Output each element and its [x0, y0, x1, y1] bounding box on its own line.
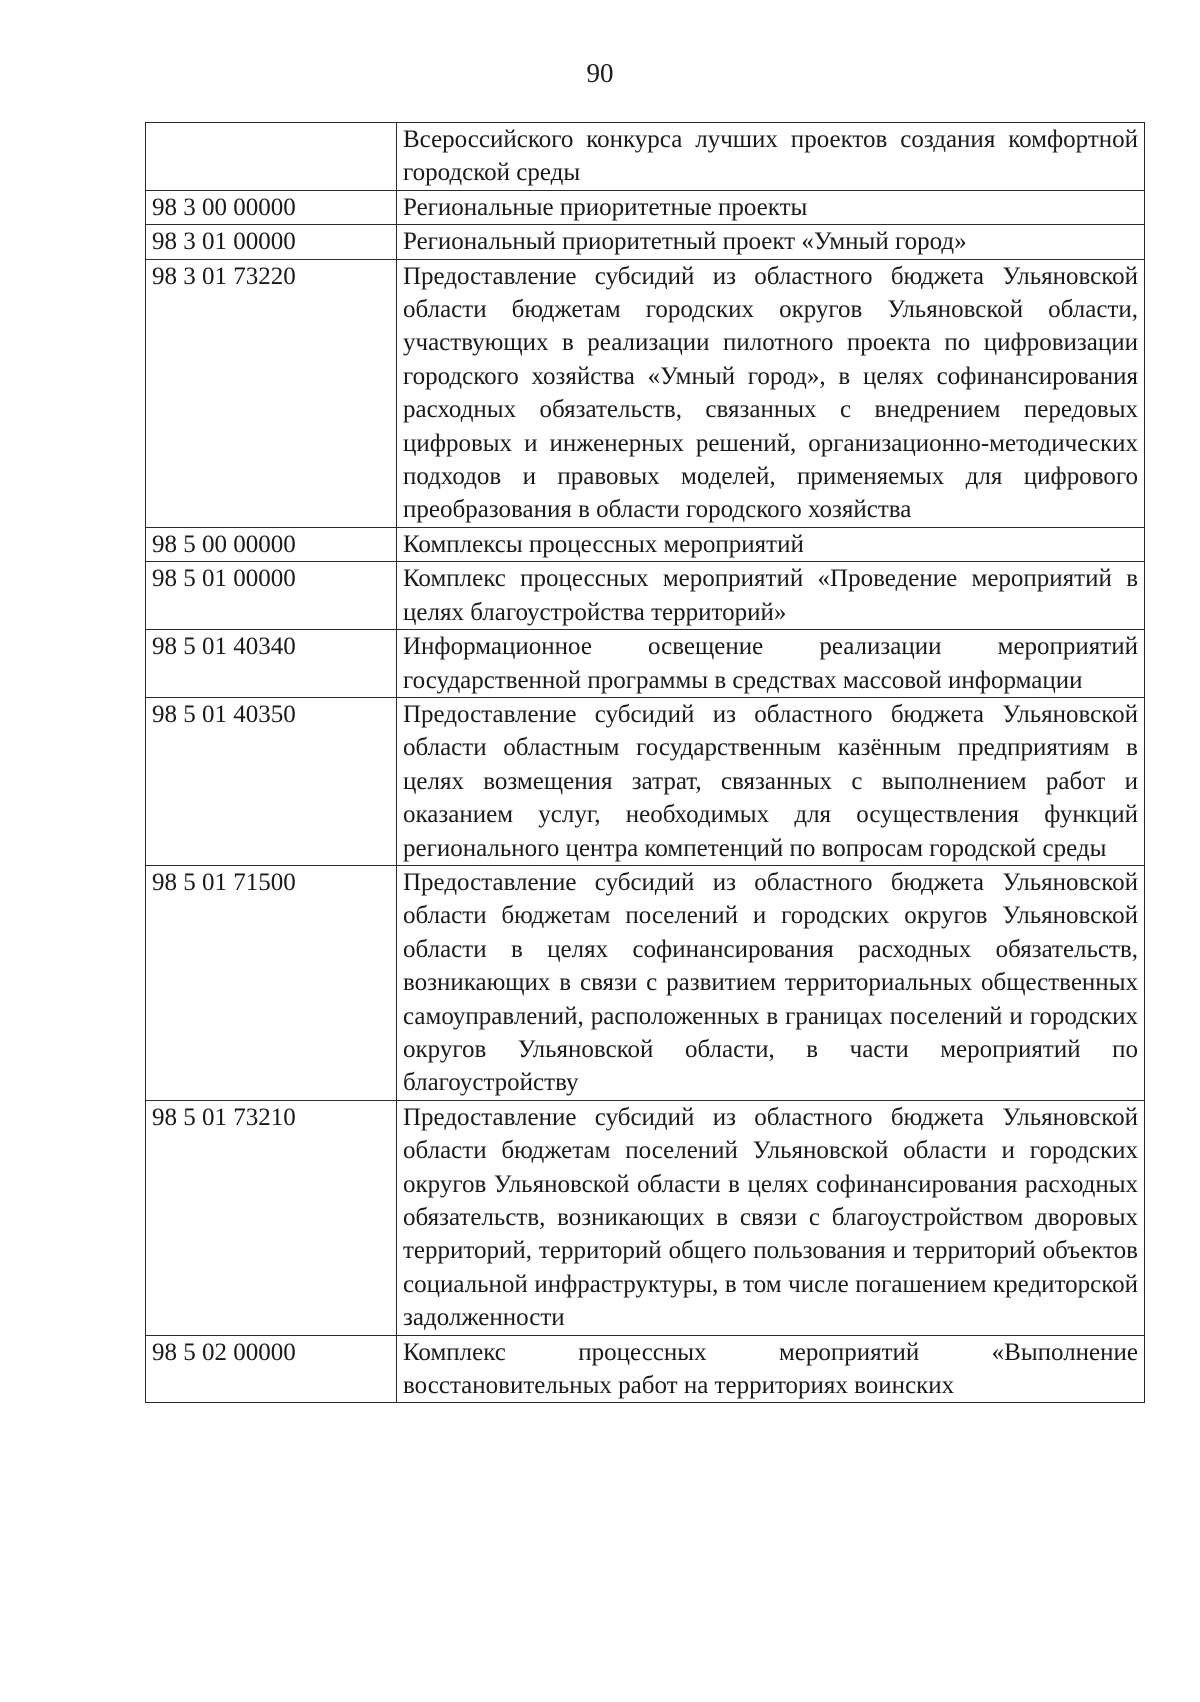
row-description: Предоставление субсидий из областного бюджета Ульяновской области бюджетам городских округов Ульяновской области, участвующих в реализации пилотного проекта по цифровизации городского хозяйства «Умный город», в целях софинансирования расходных обязательств, связанных с внедрением передовых цифровых и инженерных решений, организационно-методических подходов и правовых моделей, применяемых для цифрового преобразования в области городского хозяйства: [397, 259, 1145, 527]
row-code: 98 5 01 73210: [146, 1100, 397, 1335]
table-row: [146, 527, 1145, 561]
row-description: Комплексы процессных мероприятий: [397, 527, 1145, 561]
table-row: [146, 1335, 1145, 1403]
table-row: [146, 630, 1145, 698]
row-code: 98 5 01 40350: [146, 697, 397, 865]
row-code: 98 5 01 71500: [146, 865, 397, 1100]
table-row: [146, 697, 1145, 865]
table-row: [146, 259, 1145, 527]
table-row: [146, 123, 1145, 191]
row-description: Региональные приоритетные проекты: [397, 190, 1145, 224]
row-description: Предоставление субсидий из областного бюджета Ульяновской области областным государственным казённым предприятиям в целях возмещения затрат, связанных с выполнением работ и оказанием услуг, необходимых для осуществления функций регионального центра компетенций по вопросам городской среды: [397, 697, 1145, 865]
row-description: Региональный приоритетный проект «Умный город»: [397, 225, 1145, 259]
row-description: Предоставление субсидий из областного бюджета Ульяновской области бюджетам поселений и городских округов Ульяновской области в целях софинансирования расходных обязательств, возникающих в связи с развитием территориальных общественных самоуправлений, расположенных в границах поселений и городских округов Ульяновской области, в части мероприятий по благоустройству: [397, 865, 1145, 1100]
row-code: 98 5 01 40340: [146, 630, 397, 698]
row-code: [146, 123, 397, 191]
table-row: [146, 225, 1145, 259]
row-code: 98 3 00 00000: [146, 190, 397, 224]
table-row: [146, 562, 1145, 630]
row-description: Информационное освещение реализации мероприятий государственной программы в средствах массовой информации: [397, 630, 1145, 698]
row-code: 98 5 00 00000: [146, 527, 397, 561]
row-code: 98 5 01 00000: [146, 562, 397, 630]
row-description: Предоставление субсидий из областного бюджета Ульяновской области бюджетам поселений Ульяновской области и городских округов Ульяновской области в целях софинансирования расходных обязательств, возникающих в связи с благоустройством дворовых территорий, территорий общего пользования и территорий объектов социальной инфраструктуры, в том числе погашением кредиторской задолженности: [397, 1100, 1145, 1335]
row-code: 98 5 02 00000: [146, 1335, 397, 1403]
row-description: Всероссийского конкурса лучших проектов создания комфортной городской среды: [397, 123, 1145, 191]
row-code: 98 3 01 73220: [146, 259, 397, 527]
table-row: [146, 1100, 1145, 1335]
row-code: 98 3 01 00000: [146, 225, 397, 259]
table-row: [146, 190, 1145, 224]
table-row: [146, 865, 1145, 1100]
row-description: Комплекс процессных мероприятий «Проведение мероприятий в целях благоустройства территорий»: [397, 562, 1145, 630]
table-body: [146, 123, 1145, 1403]
row-description: Комплекс процессных мероприятий «Выполнение восстановительных работ на территориях воинских: [397, 1335, 1145, 1403]
classification-table: [145, 122, 1145, 1403]
page-number: 90: [586, 58, 614, 88]
